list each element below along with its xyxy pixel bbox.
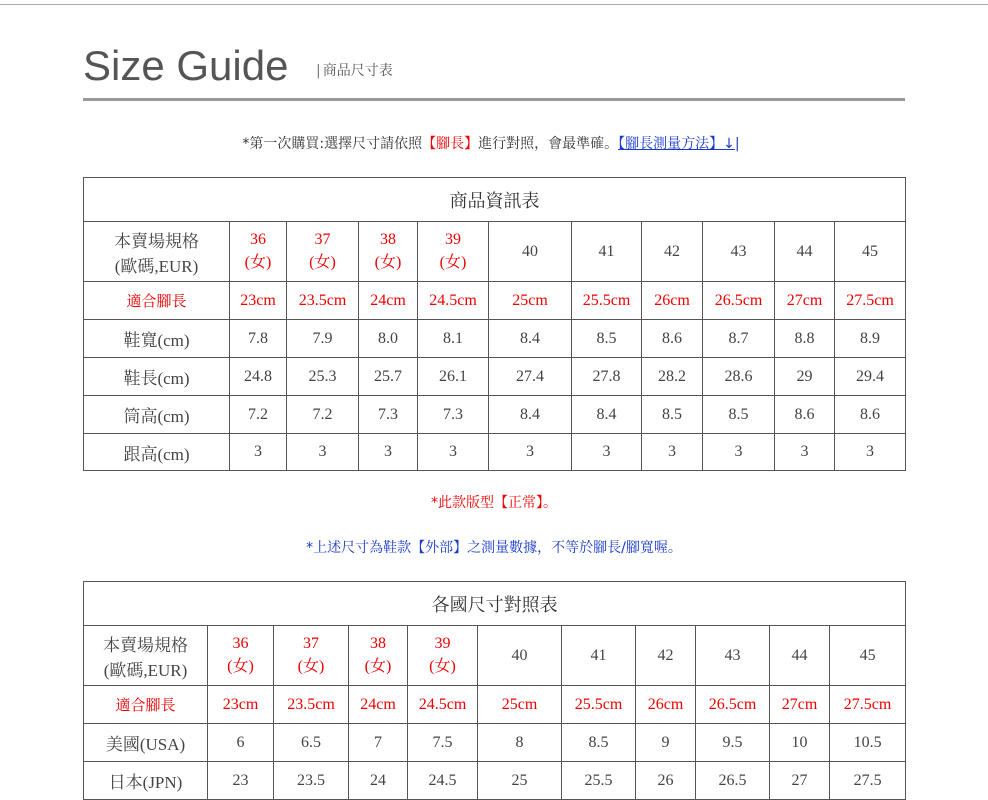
table2-foot-length-row [84, 686, 906, 724]
table-cell: 3 [642, 434, 703, 471]
foot-measure-link[interactable]: 【腳長測量方法】↓ [618, 136, 735, 152]
row-label: 跟高(cm) [84, 434, 230, 471]
foot-length-cell: 26cm [642, 282, 703, 320]
size-cell: 40 [478, 626, 562, 686]
foot-length-cell: 26cm [636, 686, 696, 724]
foot-length-cell: 27cm [770, 686, 830, 724]
table-row [84, 358, 906, 396]
foot-length-cell: 23cm [208, 686, 274, 724]
foot-length-cell: 25cm [489, 282, 572, 320]
table-cell: 7.3 [418, 396, 489, 434]
table-row [84, 724, 906, 762]
table-cell: 25.3 [287, 358, 359, 396]
product-info-table [83, 177, 906, 471]
spec-label-line2: (歐碼,EUR) [114, 256, 199, 276]
purchase-note-prefix: *第一次購買:選擇尺寸請依照 [242, 136, 423, 152]
table-cell: 8 [478, 724, 562, 762]
table-cell: 7 [349, 724, 408, 762]
table-cell: 8.5 [642, 396, 703, 434]
table-cell: 8.9 [835, 320, 906, 358]
table2-spec-label [84, 626, 208, 686]
size-cell [349, 626, 408, 686]
table-cell: 7.2 [230, 396, 287, 434]
size-cell [287, 222, 359, 282]
size-cell: 42 [636, 626, 696, 686]
table-cell: 10.5 [830, 724, 906, 762]
table-cell: 8.0 [359, 320, 418, 358]
size-number: 37 [314, 231, 331, 248]
table-cell: 24.5 [408, 762, 478, 800]
size-cell: 45 [835, 222, 906, 282]
fit-note-highlight: 【正常】 [494, 495, 543, 511]
table-cell: 3 [418, 434, 489, 471]
size-number: 38 [380, 231, 396, 248]
table-cell: 7.5 [408, 724, 478, 762]
table-cell: 9.5 [696, 724, 770, 762]
spec-label-line1: 本賣場規格 [103, 635, 188, 655]
foot-length-cell: 23.5cm [287, 282, 359, 320]
table-cell: 3 [359, 434, 418, 471]
table-cell: 3 [287, 434, 359, 471]
table-row [84, 396, 906, 434]
size-cell: 44 [775, 222, 835, 282]
table-cell: 23.5 [274, 762, 349, 800]
size-cell [208, 626, 274, 686]
table-cell: 25.5 [562, 762, 636, 800]
size-number: 39 [445, 231, 461, 248]
table-cell: 8.4 [489, 320, 572, 358]
foot-length-cell: 24.5cm [408, 686, 478, 724]
table1-size-row [84, 222, 906, 282]
purchase-note-suffix: | [734, 136, 740, 152]
table-cell: 7.8 [230, 320, 287, 358]
foot-length-cell: 26.5cm [696, 686, 770, 724]
table-cell: 8.8 [775, 320, 835, 358]
size-cell: 44 [770, 626, 830, 686]
size-number: 37 [303, 635, 319, 652]
size-tag: (女) [227, 658, 254, 675]
table-cell: 8.4 [572, 396, 642, 434]
table-cell: 7.3 [359, 396, 418, 434]
table-cell: 3 [230, 434, 287, 471]
table-cell: 26.5 [696, 762, 770, 800]
size-tag: (女) [297, 658, 325, 675]
table-cell: 7.2 [287, 396, 359, 434]
size-cell: 42 [642, 222, 703, 282]
foot-length-cell: 23.5cm [274, 686, 349, 724]
purchase-note-middle: 進行對照，會最準確。 [478, 136, 619, 152]
table-cell: 8.1 [418, 320, 489, 358]
table-cell: 26.1 [418, 358, 489, 396]
table-cell: 8.5 [562, 724, 636, 762]
foot-length-cell: 27.5cm [835, 282, 906, 320]
size-cell: 43 [703, 222, 775, 282]
size-cell: 41 [562, 626, 636, 686]
size-tag: (女) [439, 254, 467, 271]
size-cell [408, 626, 478, 686]
table-cell: 8.7 [703, 320, 775, 358]
subtitle-separator: | [316, 63, 321, 79]
table-cell: 3 [489, 434, 572, 471]
foot-length-label: 適合腳長 [84, 686, 208, 724]
size-cell: 43 [696, 626, 770, 686]
foot-length-cell: 24cm [359, 282, 418, 320]
table-cell: 3 [703, 434, 775, 471]
foot-length-cell: 24cm [349, 686, 408, 724]
table-cell: 24.8 [230, 358, 287, 396]
fit-note-suffix: 。 [543, 495, 557, 511]
size-tag: (女) [429, 658, 456, 675]
size-tag: (女) [244, 254, 272, 271]
size-cell: 45 [830, 626, 906, 686]
table-cell: 27.8 [572, 358, 642, 396]
table-cell: 27 [770, 762, 830, 800]
foot-length-cell: 27cm [775, 282, 835, 320]
table-cell: 7.9 [287, 320, 359, 358]
fit-note-prefix: *此款版型 [431, 495, 494, 511]
foot-length-label: 適合腳長 [84, 282, 230, 320]
table-cell: 8.4 [489, 396, 572, 434]
table-cell: 26 [636, 762, 696, 800]
row-label: 美國(USA) [84, 724, 208, 762]
foot-length-cell: 25.5cm [572, 282, 642, 320]
size-cell: 40 [489, 222, 572, 282]
size-cell [359, 222, 418, 282]
top-divider [0, 4, 988, 5]
table-cell: 10 [770, 724, 830, 762]
purchase-note-highlight: 【腳長】 [422, 136, 479, 152]
table2-size-row [84, 626, 906, 686]
purchase-note [0, 134, 985, 154]
row-label: 日本(JPN) [84, 762, 208, 800]
table-cell: 28.2 [642, 358, 703, 396]
row-label: 鞋長(cm) [84, 358, 230, 396]
row-label: 筒高(cm) [84, 396, 230, 434]
table-cell: 29 [775, 358, 835, 396]
table-cell: 6 [208, 724, 274, 762]
table1-spec-label [84, 222, 230, 282]
table2-caption: 各國尺寸對照表 [84, 582, 906, 626]
foot-length-cell: 25cm [478, 686, 562, 724]
foot-length-cell: 27.5cm [830, 686, 906, 724]
measurement-note: *上述尺寸為鞋款【外部】之測量數據，不等於腳長/腳寬喔。 [306, 540, 682, 556]
table-cell: 6.5 [274, 724, 349, 762]
size-number: 38 [370, 635, 386, 652]
page-title: Size Guide [83, 42, 289, 89]
spec-label-line2: (歐碼,EUR) [103, 660, 188, 680]
table-cell: 27.5 [830, 762, 906, 800]
table-row [84, 762, 906, 800]
size-number: 36 [250, 231, 266, 248]
table-cell: 25 [478, 762, 562, 800]
table-cell: 3 [835, 434, 906, 471]
size-number: 36 [232, 635, 249, 652]
table1-caption: 商品資訊表 [84, 178, 906, 222]
table-cell: 8.6 [642, 320, 703, 358]
size-cell [230, 222, 287, 282]
table-cell: 27.4 [489, 358, 572, 396]
size-tag: (女) [374, 254, 402, 271]
table-cell: 3 [572, 434, 642, 471]
table-cell: 8.5 [703, 396, 775, 434]
page-subtitle [316, 62, 393, 80]
table-cell: 29.4 [835, 358, 906, 396]
spec-label-line1: 本賣場規格 [114, 231, 199, 251]
size-tag: (女) [364, 658, 392, 675]
foot-length-cell: 23cm [230, 282, 287, 320]
size-number: 39 [434, 635, 451, 652]
fit-note [0, 493, 988, 513]
subtitle-text: 商品尺寸表 [322, 63, 393, 79]
table-cell: 24 [349, 762, 408, 800]
size-guide-header [83, 40, 905, 101]
table-row [84, 434, 906, 471]
table-cell: 8.6 [775, 396, 835, 434]
international-size-table [83, 581, 906, 800]
table-row [84, 320, 906, 358]
table-cell: 3 [775, 434, 835, 471]
table1-foot-length-row [84, 282, 906, 320]
foot-length-cell: 25.5cm [562, 686, 636, 724]
table-cell: 23 [208, 762, 274, 800]
row-label: 鞋寬(cm) [84, 320, 230, 358]
table-cell: 8.5 [572, 320, 642, 358]
size-cell [274, 626, 349, 686]
table-cell: 25.7 [359, 358, 418, 396]
size-cell [418, 222, 489, 282]
table-cell: 9 [636, 724, 696, 762]
size-cell: 41 [572, 222, 642, 282]
foot-length-cell: 24.5cm [418, 282, 489, 320]
foot-length-cell: 26.5cm [703, 282, 775, 320]
size-tag: (女) [309, 254, 336, 271]
table-cell: 8.6 [835, 396, 906, 434]
table-cell: 28.6 [703, 358, 775, 396]
